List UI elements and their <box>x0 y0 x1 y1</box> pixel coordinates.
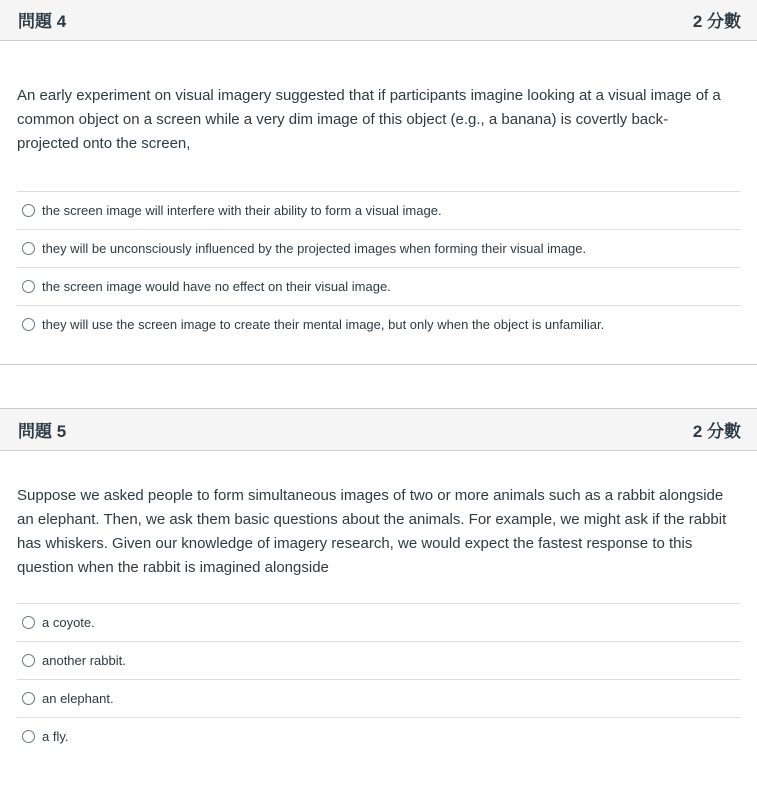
answer-option[interactable] <box>17 191 741 229</box>
answer-label[interactable]: a fly. <box>42 729 69 744</box>
question-title: 問題 5 <box>18 422 67 441</box>
radio-button[interactable] <box>22 692 35 705</box>
answer-option[interactable] <box>17 305 741 343</box>
answer-option[interactable] <box>17 641 741 679</box>
answer-label[interactable]: the screen image will interfere with their ability to form a visual image. <box>42 203 442 218</box>
question-points: 2 分數 <box>692 12 741 31</box>
radio-button[interactable] <box>22 204 35 217</box>
question-text: Suppose we asked people to form simultaneous images of two or more animals such as a rabbit alongside an elephant. Then, we ask them basic questions about the animals. For example, we might ask if the rabbit has whiskers. Given our knowledge of imagery research, we would expect the fastest response to this question when the rabbit is imagined alongside <box>17 487 727 576</box>
radio-button[interactable] <box>22 280 35 293</box>
question-header <box>0 409 757 451</box>
question-5 <box>0 408 757 789</box>
radio-button[interactable] <box>22 616 35 629</box>
radio-button[interactable] <box>22 730 35 743</box>
answer-label[interactable]: a coyote. <box>42 615 95 630</box>
radio-button[interactable] <box>22 242 35 255</box>
answer-label[interactable]: an elephant. <box>42 691 114 706</box>
answer-option[interactable] <box>17 603 741 641</box>
answer-option[interactable] <box>17 267 741 305</box>
answer-option[interactable] <box>17 229 741 267</box>
answer-option[interactable] <box>17 717 741 755</box>
answer-label[interactable]: they will use the screen image to create their mental image, but only when the object is unfamiliar. <box>42 317 605 332</box>
question-header <box>0 0 757 41</box>
question-points: 2 分數 <box>692 422 741 441</box>
answer-list <box>17 603 741 755</box>
answer-label[interactable]: another rabbit. <box>42 653 126 668</box>
radio-button[interactable] <box>22 654 35 667</box>
answer-list <box>17 191 741 343</box>
question-title: 問題 4 <box>18 12 67 31</box>
answer-label[interactable]: they will be unconsciously influenced by the projected images when forming their visual image. <box>42 241 587 256</box>
answer-option[interactable] <box>17 679 741 717</box>
question-text: An early experiment on visual imagery suggested that if participants imagine looking at a visual image of a common object on a screen while a very dim image of this object (e.g., a banana) is covertly back-projected onto the screen, <box>17 87 721 152</box>
answer-label[interactable]: the screen image would have no effect on their visual image. <box>42 279 391 294</box>
question-4 <box>0 0 757 365</box>
radio-button[interactable] <box>22 318 35 331</box>
